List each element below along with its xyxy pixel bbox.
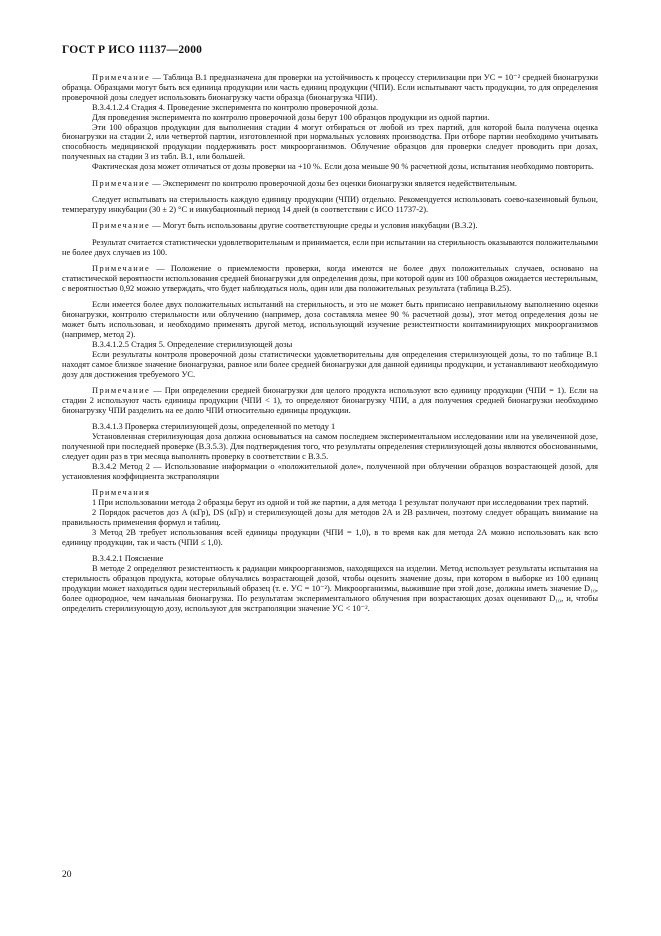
note-item: 2 Порядок расчетов доз A (кГр), DS (кГр) и стерилизующей дозы для методов 2А и 2В различен, поэтому следует обращать внимание на правильность применения формул и таблиц. [62,507,598,527]
body-paragraph: Эти 100 образцов продукции для выполнения стадии 4 могут отбираться от любой из трех партий, для которой была получена оценка бионагрузки на стадии 2, или четвертой партии, изготовленной при нормальных условиях производства. При отборе партии необходимо учитывать способность медицинской продукции поддерживать рост микроорганизмов. Облучение образцов для проверки следует проводить при дозах, полученных на стадии 3 из табл. В.1, или большей. [62,122,598,162]
page-number: 20 [62,870,72,880]
body-paragraph: Результат считается статистически удовлетворительным и принимается, если при испытании на стерильность оказываются положительными не более двух случаев из 100. [62,237,598,257]
body-paragraph: Если имеется более двух положительных испытаний на стерильность, и это не может быть приписано неправильному выполнению оценки бионагрузки, контролю стерильности или облучению (например, доза составляла менее 90 % расчетной дозы), этот метод определения дозы не может быть использован, и необходимо применять другой метод, использующий изучение резистентности контаминирующих микроорганизмов (например, метод 2). [62,300,598,339]
section-heading: В.3.4.2 Метод 2 — Использование информации о «положительной доле», полученной при облучении образцов возрастающей дозой, для установления коэффициента экстраполяции [62,461,598,481]
note-item: 1 При использовании метода 2 образцы берут из одной и той же партии, а для метода 1 результат получают при исследовании трех партий. [92,498,589,508]
section-heading: В.3.4.1.2.5 Стадия 5. Определение стерилизующей дозы [92,339,293,349]
document-body [62,73,598,614]
notes-heading: Примечания [92,488,151,498]
body-paragraph: Фактическая доза может отличаться от дозы проверки на +10 %. Если доза меньше 90 % расчетной дозы, испытания необходимо повторить. [92,162,594,172]
section-heading: В.3.4.1.3 Проверка стерилизующей дозы, определенной по методу 1 [92,422,336,432]
body-paragraph: Установленная стерилизующая доза должна основываться на самом последнем экспериментальном исследовании или на увеличенной дозе, полученной при последней проверке (В.3.5.3). Для подтверждения того, что результаты определения стерилизующей дозы являются обоснованными, следует один раз в три месяца выполнять проверку в соответствии с В.3.5. [62,432,598,461]
body-paragraph: Для проведения эксперимента по контролю проверочной дозы берут 100 образцов продукции из одной партии. [92,112,490,122]
note-paragraph: Примечание — Положение о приемлемости проверки, когда имеются не более двух положительных случаев, основано на статистической вероятности использования средней бионагрузки для определения дозы, при которой один из 100 образцов ожидается нестерильным, с вероятностью 0,92 можно утверждать, что будет наблюдаться ноль, один или два положительных результата (таблица В.25). [62,264,599,293]
note-paragraph: Примечание — Могут быть использованы другие соответствующие среды и условия инкубации (В.3.2). [92,221,478,231]
body-paragraph: Следует испытывать на стерильность каждую единицу продукции (ЧПИ) отдельно. Рекомендуется использовать соево-казеиновый бульон, температуру инкубации (30 ± 2) °С и инкубационный период 14 дней (в соответствии с ИСО 11737-2). [62,194,598,214]
section-heading: В.3.4.2.1 Пояснение [92,554,164,564]
note-paragraph: Примечание — При определении средней бионагрузки для целого продукта используют всю единицу продукции (ЧПИ = 1). Если на стадии 2 используют часть единицы продукции (ЧПИ < 1), то определяют бионагрузку ЧПИ, а для получения средней бионагрузки необходимо бионагрузку ЧПИ разделить на ее долю ЧПИ относительно единицы продукции. [62,385,599,415]
note-paragraph: Примечание — Эксперимент по контролю проверочной дозы без оценки бионагрузки является недействительным. [92,178,517,188]
note-item: 3 Метод 2В требует использования всей единицы продукции (ЧПИ = 1,0), в то время как для метода 2А можно использовать как всю единицу продукции, так и часть (ЧПИ ≤ 1,0). [62,527,598,547]
section-heading: В.3.4.1.2.4 Стадия 4. Проведение эксперимента по контролю проверочной дозы. [92,102,379,112]
body-paragraph: В методе 2 определяют резистентность к радиации микроорганизмов, находящихся на изделии. Метод использует результаты испытания на стерильность образцов продукта, которые облучались возрастающей дозой, чтобы оценить значение дозы, при котором в выборке из 100 единиц продукции может находиться один нестерильный образец (т. е. УС = 10⁻²). Микроорганизмы, выжившие при этой дозе, должны иметь значение D₁₀, более однородное, чем начальная бионагрузка. По результатам экспериментального облучения при возрастающих дозах оценивают D₁₀, и, чтобы определить стерилизующую дозу, используют для экстраполяции значение УС < 10⁻². [62,563,598,613]
note-paragraph: Примечание — Таблица В.1 предназначена для проверки на устойчивость к процессу стерилизации при УС = 10⁻² средней бионагрузки образца. Образцами могут быть вся единица продукции или часть единиц продукции (ЧПИ). Если испытывают часть продукции, то для определения проверочной дозы следует использовать бионагрузку части образца (бионагрузка ЧПИ). [62,73,598,102]
body-paragraph: Если результаты контроля проверочной дозы статистически удовлетворительны для определения стерилизующей дозы, то по таблице В.1 находят самое близкое значение бионагрузки, равное или более средней бионагрузки для данной единицы продукции, и устанавливают необходимую дозу для достижения требуемого УС. [62,349,598,379]
page-header: ГОСТ Р ИСО 11137—2000 [62,44,203,56]
